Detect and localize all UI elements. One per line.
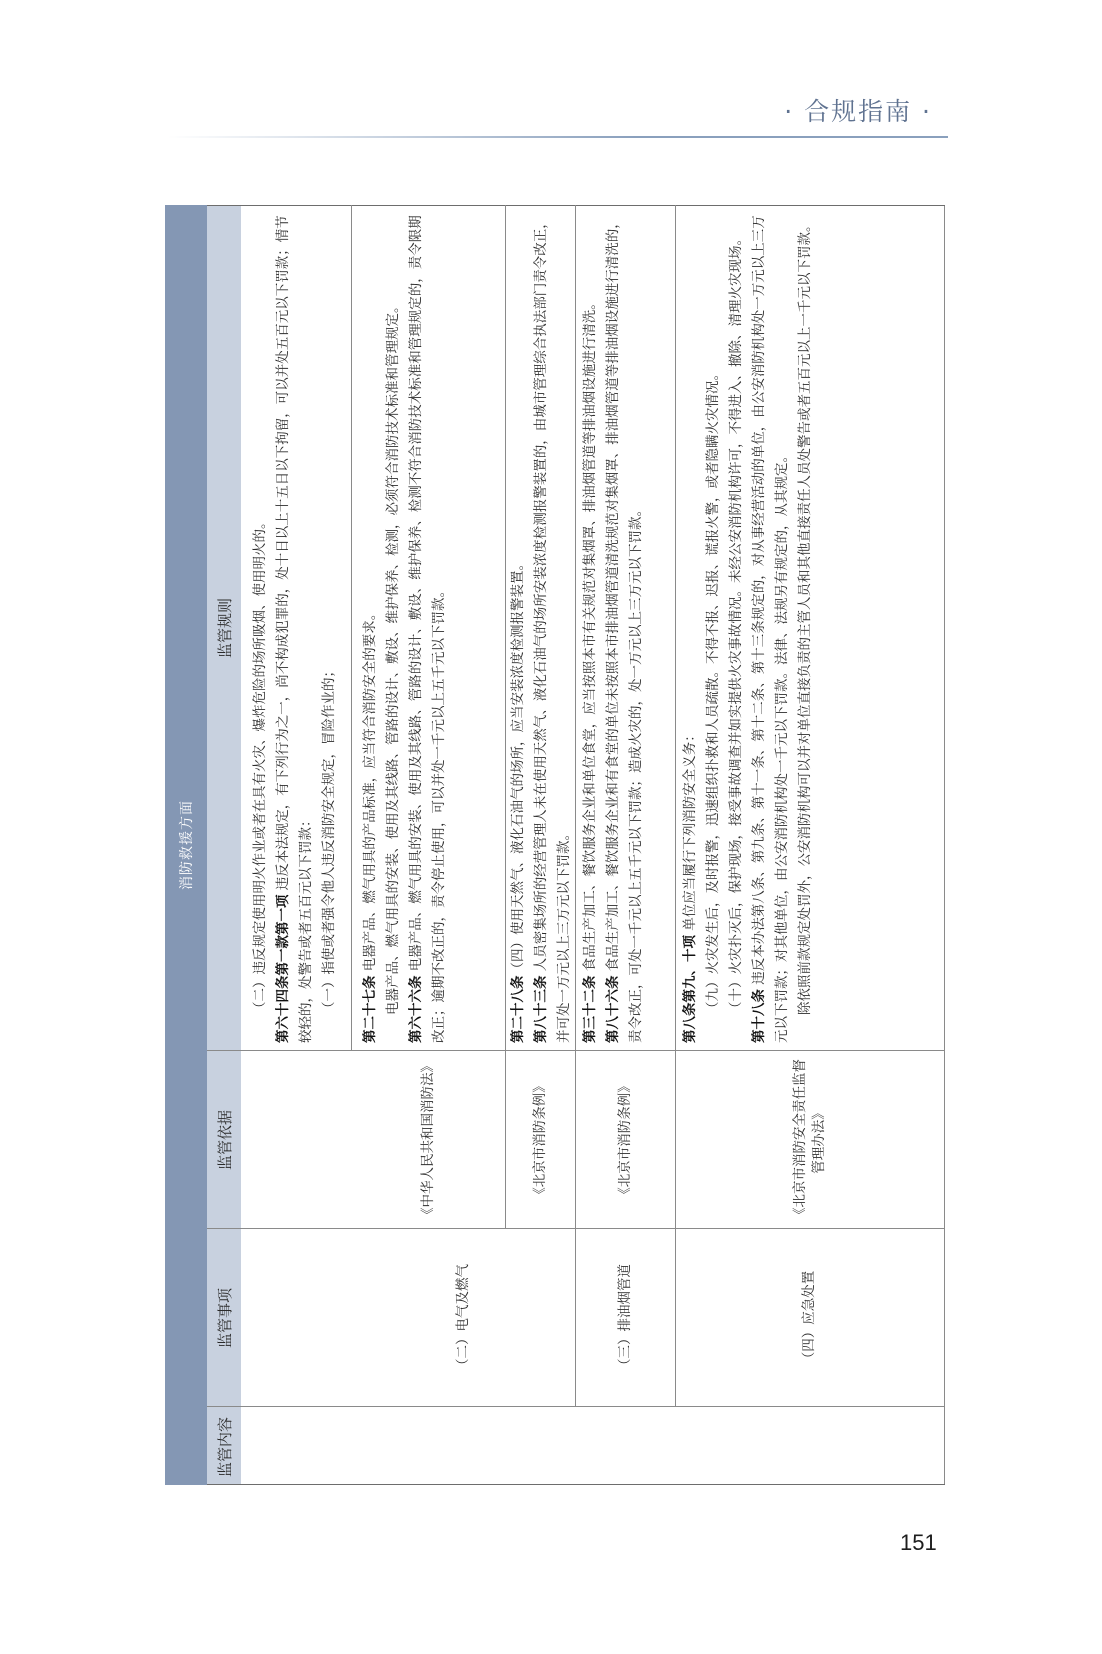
rule-line: （九）火灾发生后，及时报警，迅速组织扑救和人员疏散。不得不报、迟报、谎报火警，或者隐瞒火灾情况。 xyxy=(705,367,721,1015)
row-5-rules xyxy=(679,213,817,1043)
row-5-basis: 《北京市消防安全责任监督管理办法》 xyxy=(791,1059,827,1221)
divider xyxy=(207,1050,945,1051)
page-header-title: · 合规指南 · xyxy=(784,97,932,126)
page-number: 151 xyxy=(900,1530,937,1555)
section-title: 消防救援方面 xyxy=(179,800,195,890)
header-item: 监管事项 xyxy=(215,1288,234,1349)
header-basis: 监管依据 xyxy=(215,1110,234,1171)
row-2-basis: 《中华人民共和国消防法》 xyxy=(419,1059,436,1221)
header-content: 监管内容 xyxy=(215,1416,234,1477)
row-5-item: （四）应急处置 xyxy=(801,1270,817,1366)
rule-line: （一）指使或者强令他人违反消防安全规定，冒险作业的； xyxy=(321,664,337,1015)
row-4-rules xyxy=(579,213,648,1043)
row-4-basis: 《北京市消防条例》 xyxy=(616,1079,633,1201)
row-4-item: （三）排油烟管道 xyxy=(616,1264,633,1372)
rule-line: 第八十三条 人员密集场所的经营管理人未在使用天然气、液化石油气的场所安装浓度检测报警装置的，由城市管理综合执法部门责令改正，并可处一万元以上三万元以下罚款。 xyxy=(533,215,572,1043)
section-title-band xyxy=(165,205,207,1485)
divider xyxy=(207,1484,945,1485)
rule-line: （十）火灾扑灭后，保护现场，接受事故调查并如实提供火灾事故情况。未经公安消防机构许可，不得进入、撤除、清理火灾现场。 xyxy=(728,232,744,1015)
regulation-table xyxy=(165,205,945,1485)
row-1-rules xyxy=(249,213,341,1043)
row-2-item: （二）电气及燃气 xyxy=(454,1264,471,1372)
rule-line: 第八十六条 食品生产加工、餐饮服务企业和有食堂的单位未按照本市排油烟管道清洗规范对集烟罩、排油烟管道等排油烟设施进行清洗的，责令改正，可处一千元以上五千元以下罚款；造成火灾的，处一万元以上三万元以下罚款。 xyxy=(605,215,644,1043)
rule-line: 第八条第九、十项 单位应当履行下列消防安全义务： xyxy=(682,728,698,1043)
rule-line: 第十八条 违反本办法第八条、第九条、第十一条、第十二条、第十三条规定的，对从事经营活动的单位，由公安消防机构处一万元以上三万元以下罚款；对其他单位，由公安消防机构处一千元以下罚款。法律、法规另有规定的，从其规定。 xyxy=(751,215,790,1043)
rule-line: 第三十二条 食品生产加工、餐饮服务企业和单位食堂，应当按照本市有关规范对集烟罩、排油烟管道等排油烟设施进行清洗。 xyxy=(582,296,598,1043)
rule-line: 电器产品、燃气用具的安装、使用及其线路、管路的设计、敷设、维护保养、检测，必须符合消防技术标准和管理规定。 xyxy=(385,299,401,1015)
divider xyxy=(944,205,945,1485)
rule-line: 第二十八条（四）使用天然气、液化石油气的场所，应当安装浓度检测报警装置。 xyxy=(510,557,526,1043)
row-2-rules xyxy=(359,213,451,1043)
row-3-rules xyxy=(507,213,576,1043)
divider xyxy=(675,205,676,1407)
divider xyxy=(351,205,352,1051)
header-rule-col: 监管规则 xyxy=(215,598,234,659)
rule-line: （二）违反规定使用明火作业或者在具有火灾、爆炸危险的场所吸烟、使用明火的。 xyxy=(252,515,268,1015)
divider xyxy=(207,1228,945,1229)
rule-line: 第六十六条 电器产品、燃气用具的安装、使用及其线路、管路的设计、敷设、维护保养、检测不符合消防技术标准和管理规定的，责令限期改正；逾期不改正的，责令停止使用，可以并处一千元以上五千元以下罚款。 xyxy=(408,215,447,1043)
rule-line: 第二十七条 电器产品、燃气用具的产品标准，应当符合消防安全的要求。 xyxy=(362,606,378,1043)
header-rule xyxy=(168,136,948,138)
divider xyxy=(207,1406,945,1407)
table-header-row xyxy=(207,205,241,1485)
rule-line: 第六十四条第一款第一项 违反本法规定，有下列行为之一，尚不构成犯罪的，处十日以上十五日以下拘留，可以并处五百元以下罚款；情节较轻的，处警告或者五百元以下罚款： xyxy=(275,215,314,1043)
divider xyxy=(207,205,945,206)
rule-line: 除依照前款规定处罚外，公安消防机构可以并对单位直接负责的主管人员和其他直接责任人员处警告或者五百元以上一千元以下罚款。 xyxy=(797,218,813,1015)
row-3-basis: 《北京市消防条例》 xyxy=(531,1079,548,1201)
